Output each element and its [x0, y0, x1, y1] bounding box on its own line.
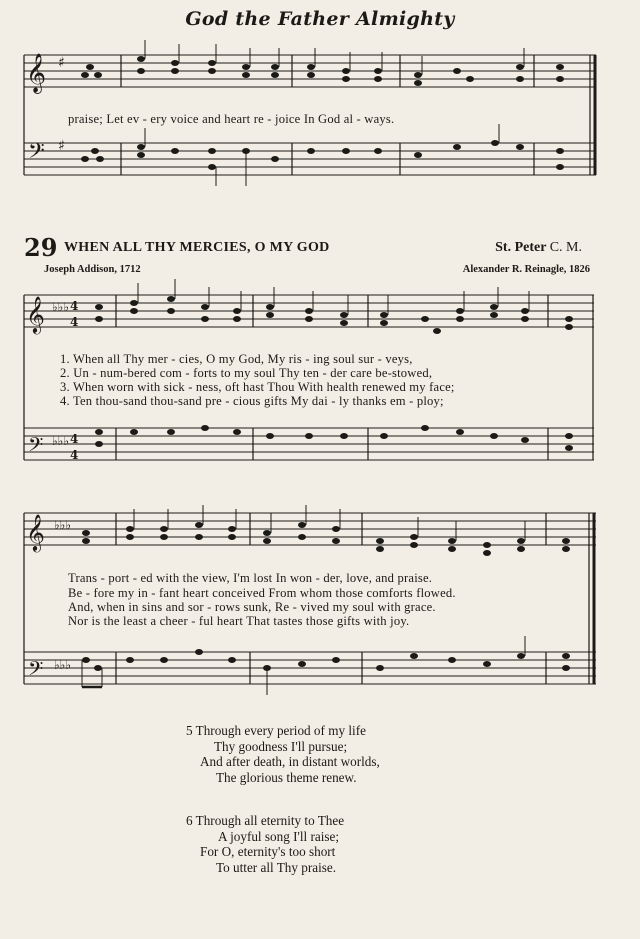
tune-title: St. Peter	[495, 240, 547, 255]
sharp-icon: ♯	[58, 138, 65, 154]
time-signature-icon: 4	[70, 432, 79, 446]
stanza-6-line: For O, eternity's too short	[200, 844, 336, 859]
treble-clef-icon: 𝄞	[26, 513, 45, 551]
sharp-icon: ♯	[58, 55, 65, 71]
lyric-verse-1: 1. When all Thy mer - cies, O my God, My ris - ing soul sur - veys,	[60, 352, 413, 366]
bass-staff-top	[24, 143, 596, 175]
stanza-6-line: To utter all Thy praise.	[216, 859, 337, 875]
stanza-5-line: Thy goodness I'll pursue;	[214, 738, 348, 754]
flat-icon: ♭♭♭	[54, 518, 71, 532]
time-signature-icon: 4	[70, 299, 79, 313]
bass-clef-icon: 𝄢	[28, 433, 44, 461]
time-signature-icon: 4	[70, 315, 79, 329]
flat-icon: ♭♭♭	[52, 300, 69, 314]
stanza-6-line: 6 Through all eternity to Thee	[186, 813, 345, 828]
hymn-title: WHEN ALL THY MERCIES, O MY GOD	[64, 240, 330, 255]
treble-staff-top	[24, 55, 596, 87]
top-lyric-line: praise; Let ev - ery voice and heart re - joice In God al - ways.	[68, 112, 395, 126]
flat-icon: ♭♭♭	[52, 434, 69, 448]
stanza-6	[186, 813, 344, 875]
lyric-refrain-2: Be - fore my in - fant heart conceived From whom those comforts flowed.	[68, 586, 456, 600]
flat-icon: ♭♭♭	[54, 658, 71, 672]
treble-staff-two	[24, 513, 596, 545]
bass-staff-one	[24, 428, 594, 460]
time-signature-icon: 4	[70, 448, 79, 462]
bass-clef-icon: 𝄢	[28, 139, 45, 169]
stanza-5-line: The glorious theme renew.	[216, 769, 357, 785]
tune-meter: C. M.	[549, 240, 582, 255]
words-credit: Joseph Addison, 1712	[44, 264, 141, 275]
running-title: God the Father Almighty	[185, 8, 455, 30]
bass-clef-icon: 𝄢	[28, 657, 44, 685]
treble-clef-icon: 𝄞	[26, 53, 47, 93]
lyric-verse-3: 3. When worn with sick - ness, oft hast Thou With health renewed my face;	[60, 380, 455, 394]
lyric-refrain-1: Trans - port - ed with the view, I'm lost In won - der, love, and praise.	[68, 571, 433, 585]
stanza-5	[186, 723, 380, 785]
bass-staff-two	[24, 652, 596, 684]
treble-clef-icon: 𝄞	[26, 295, 45, 333]
hymn-number: 29	[24, 233, 58, 262]
lyric-refrain-4: Nor is the least a cheer - ful heart That tastes those gifts with joy.	[68, 614, 410, 628]
stems-one	[138, 279, 529, 315]
tune-name	[495, 240, 582, 256]
stanza-5-line: And after death, in distant worlds,	[200, 754, 380, 769]
lyric-verse-2: 2. Un - num-bered com - forts to my soul Thy ten - der care be-stowed,	[60, 366, 433, 380]
lyric-refrain-3: And, when in sins and sor - rows sunk, Re - vived my soul with grace.	[68, 600, 436, 614]
music-credit: Alexander R. Reinagle, 1826	[462, 264, 590, 275]
lyric-verse-4: 4. Ten thou-sand thou-sand pre - cious gifts My dai - ly thanks em - ploy;	[60, 394, 444, 408]
stanza-5-line: 5 Through every period of my life	[186, 723, 366, 738]
stanza-6-line: A joyful song I'll raise;	[218, 828, 340, 844]
